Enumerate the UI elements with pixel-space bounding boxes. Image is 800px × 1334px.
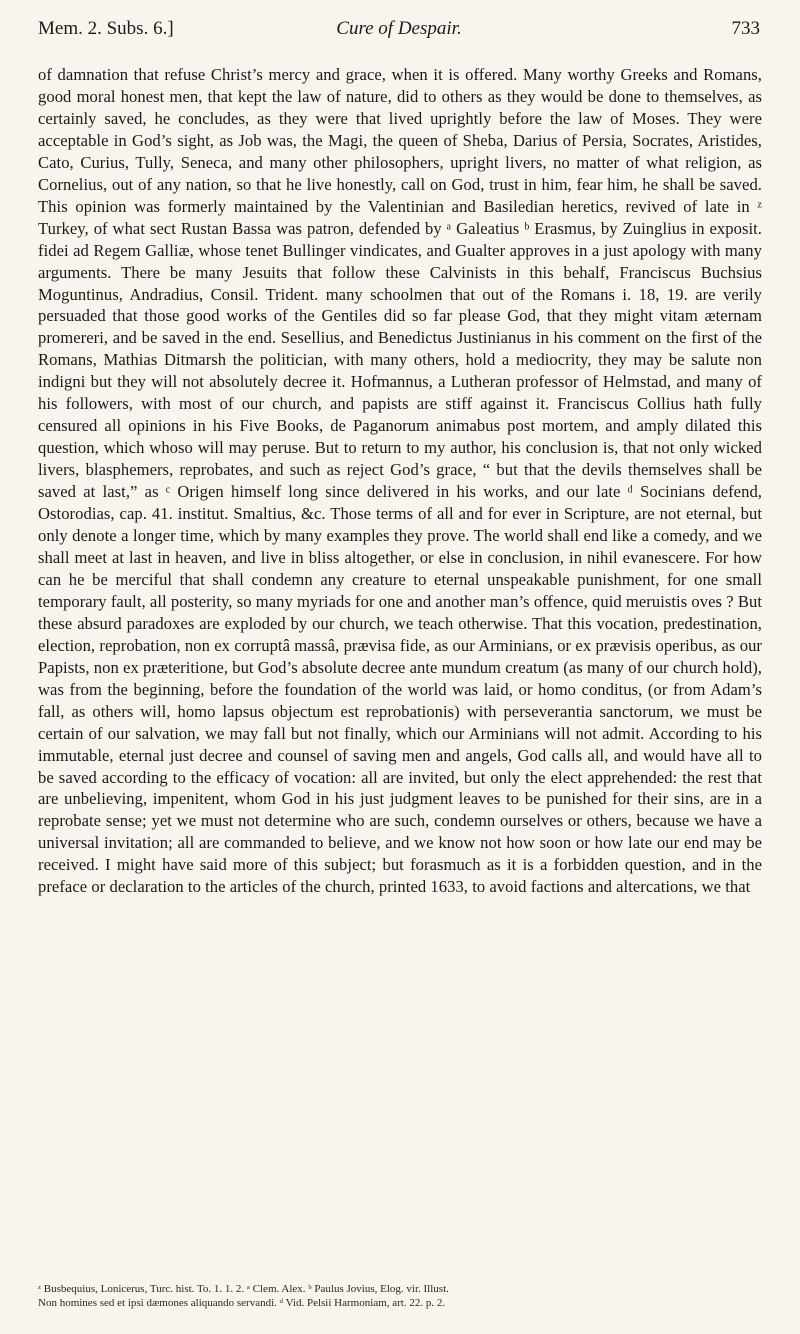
paragraph: of damnation that refuse Christ’s mercy and grace, when it is offered. Many worthy Greeks and Romans, good moral honest men, that kept the law of nature, did to others as they would be done to themselves, as certainly saved, he concludes, as they were that lived uprightly before the law of Moses. They were acceptable in God’s sight, as Job was, the Magi, the queen of Sheba, Darius of Persia, Socrates, Aristides, Cato, Curius, Tully, Seneca, and many other philosophers, upright livers, no matter of what religion, as Cornelius, out of any nation, so that he live honestly, call on God, trust in him, fear him, he shall be saved. This opinion was formerly maintained by the Valentinian and Basiledian heretics, revived of late in ᶻ Turkey, of what sect Rustan Bassa was patron, defended by ᵃ Galeatius ᵇ Erasmus, by Zuinglius in exposit. fidei ad Regem Galliæ, whose tenet Bullinger vindicates, and Gualter approves in a just apology with many arguments. There be many Jesuits that follow these Calvinists in this behalf, Franciscus Buchsius Moguntinus, Andradius, Consil. Trident. many schoolmen that out of the Romans i. 18, 19. are verily persuaded that those good works of the Gentiles did so far please God, that they might vitam æternam promereri, and be saved in the end. Sesellius, and Benedictus Justinianus in his comment on the first of the Romans, Mathias Ditmarsh the politician, with many others, hold a mediocrity, they may be salute non indigni but they will not absolutely decree it. Hofmannus, a Lutheran professor of Helmstad, and many of his followers, with most of our church, and papists are stiff against it. Franciscus Collius hath fully censured all opinions in his Five Books, de Paganorum animabus post mortem, and amply dilated this question, which whoso will may peruse. But to return to my author, his conclusion is, that not only wicked livers, blasphemers, reprobates, and such as reject God’s grace, “ but that the devils themselves shall be saved at last,” as ᶜ Origen himself long since delivered in his works, and our late ᵈ Socinians defend, Ostorodias, cap. 41. institut. Smaltius, &c. Those terms of all and for ever in Scripture, are not eternal, but only denote a longer time, which by many examples they prove. The world shall end like a comedy, and we shall meet at last in heaven, and live in bliss altogether, or else in conclusion, in nihil evanescere. For how can he be merciful that shall condemn any creature to eternal unspeakable punishment, for one small temporary fault, all posterity, so many myriads for one and another man’s offence, quid meruistis oves ? But these absurd paradoxes are exploded by our church, we teach otherwise. That this vocation, predestination, election, reprobation, non ex corruptâ massâ, prævisa fide, as our Arminians, or ex prævisis operibus, as our Papists, non ex præteritione, but God’s absolute decree ante mundum creatum (as many of our church hold), was from the beginning, before the foundation of the world was laid, or homo conditus, (or from Adam’s fall, as others will, homo lapsus objectum est reprobationis) with perseverantia sanctorum, we must be certain of our salvation, we may fall but not finally, which our Arminians will not admit. According to his immutable, eternal just decree and counsel of saving men and angels, God calls all, and would have all to be saved according to the efficacy of vocation: all are invited, but only the elect apprehended: the rest that are unbelieving, impenitent, whom God in his just judgment leaves to be punished for their sins, are in a reprobate sense; yet we must not determine who are such, condemn ourselves or others, because we have a universal invitation; all are commanded to believe, and we know not how soon or how late our end may be received. I might have said more of this subject; but forasmuch as it is a forbidden question, and in the preface or declaration to the articles of the church, printed 1633, to avoid factions and altercations, we that xyxy=(38,65,762,897)
running-title: Cure of Despair. xyxy=(336,18,462,39)
footnote-line-1: ᶻ Busbequius, Lonicerus, Turc. hist. To. 1. 1. 2. ᵃ Clem. Alex. ᵇ Paulus Jovius, Elog. vir. Illust. xyxy=(38,1283,449,1295)
section-reference: Mem. 2. Subs. 6.] xyxy=(38,18,174,39)
page-number: 733 xyxy=(731,18,760,39)
body-text xyxy=(38,64,762,898)
running-header xyxy=(38,12,760,46)
footnote-line-2: Non homines sed et ipsi dæmones aliquando servandi. ᵈ Vid. Pelsii Harmoniam, art. 22. p. 2. xyxy=(38,1297,446,1309)
footnotes xyxy=(38,1282,762,1310)
